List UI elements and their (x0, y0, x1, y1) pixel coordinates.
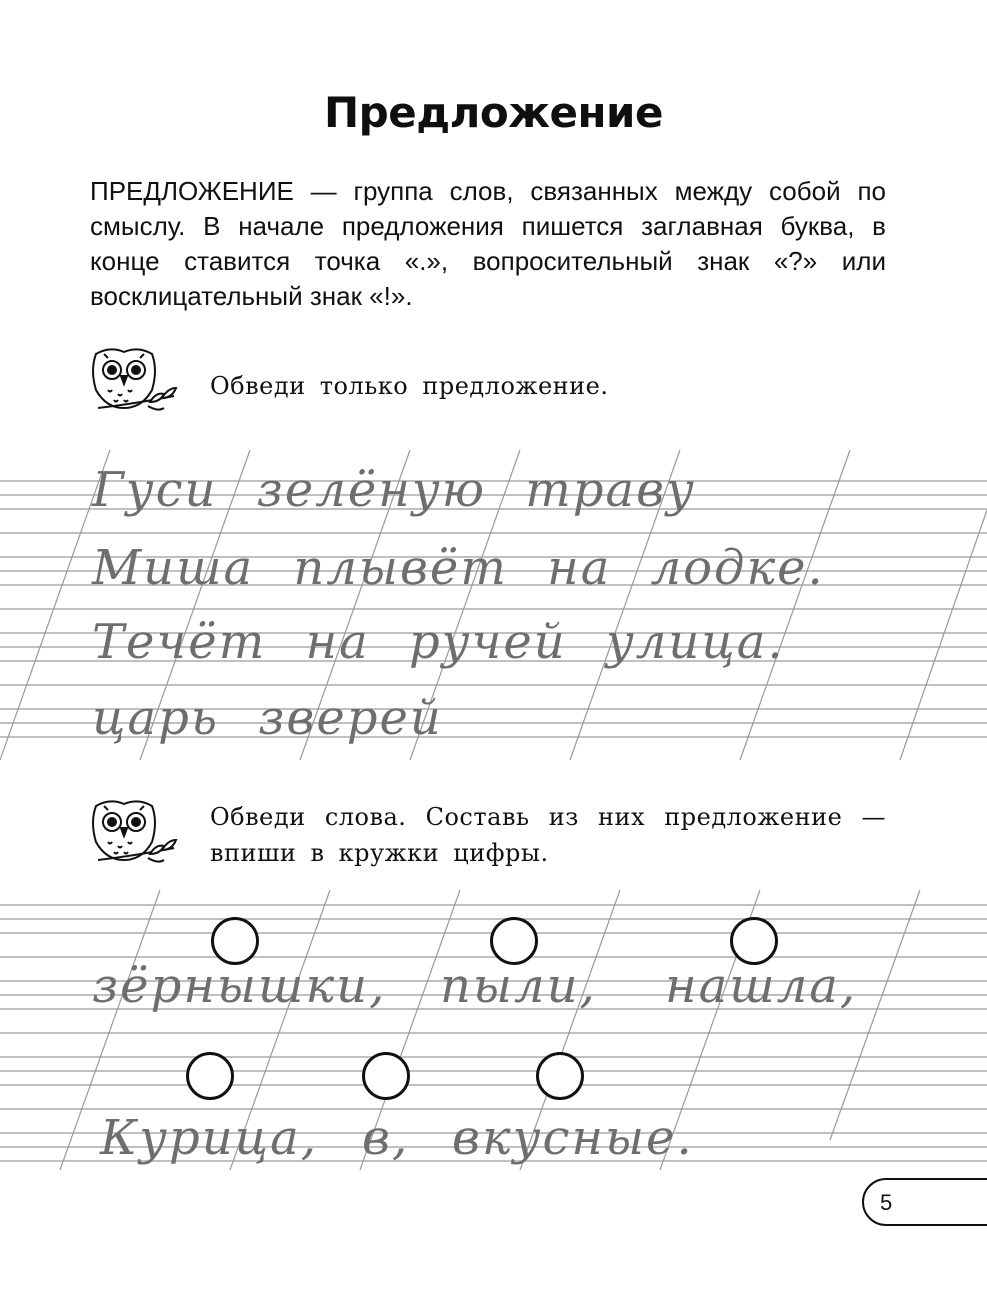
tracing-word: Курица, (100, 1110, 318, 1166)
answer-circle[interactable] (536, 1052, 584, 1100)
page-title: Предложение (324, 88, 663, 137)
owl-icon (88, 346, 178, 416)
page-number: 5 (880, 1190, 893, 1215)
tracing-line: Гуси зелёную траву (92, 462, 696, 518)
tracing-word: в, (362, 1110, 410, 1166)
tracing-word: вкусные. (452, 1110, 694, 1166)
task-instruction: Обведи только предложение. (210, 372, 609, 400)
tracing-word: зёрнышки, (92, 958, 387, 1014)
tracing-word: пыли, (440, 958, 597, 1014)
tracing-line: Миша плывёт на лодке. (92, 540, 825, 596)
owl-icon (88, 798, 178, 868)
tracing-word: нашла, (665, 958, 858, 1014)
definition-text: ПРЕДЛОЖЕНИЕ — группа слов, связанных между собой по смыслу. В начале предложения пишется заглавная буква, в конце ставится точка «.», вопросительный знак «?» или восклицательный знак «!». (90, 176, 886, 311)
tracing-line: царь зверей (92, 690, 443, 746)
answer-circle[interactable] (186, 1052, 234, 1100)
answer-circle[interactable] (362, 1052, 410, 1100)
tracing-line: Течёт на ручей улица. (92, 614, 785, 670)
task-instruction: Обведи слова. Составь из них предложение — впиши в кружки цифры. (210, 803, 886, 867)
